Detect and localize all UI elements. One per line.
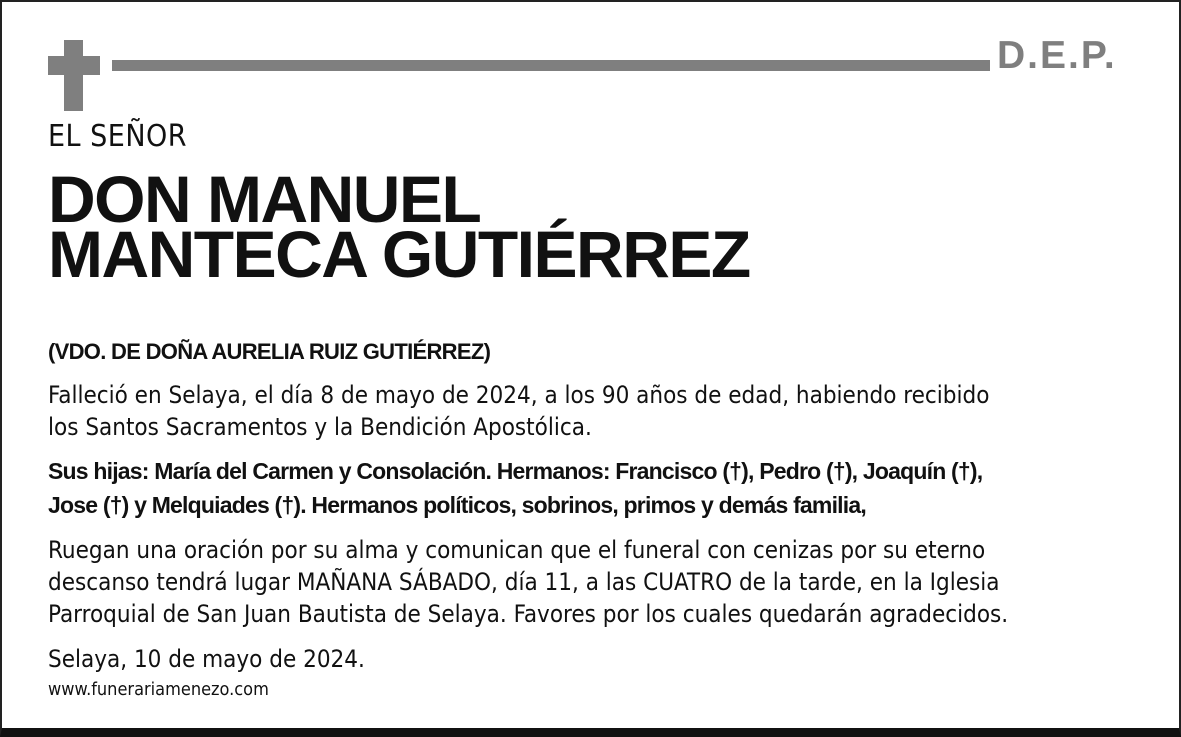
deceased-name xyxy=(48,162,750,291)
family-paragraph xyxy=(48,454,982,522)
deceased-name-line-1: DON MANUEL xyxy=(48,162,481,236)
cross-icon xyxy=(64,40,83,111)
dep-label: D.E.P. xyxy=(997,34,1117,77)
place-date: Selaya, 10 de mayo de 2024. xyxy=(48,645,365,673)
funeral-line-2: descanso tendrá lugar MAÑANA SÁBADO, día 11, a las CUATRO de la tarde, en la Iglesia xyxy=(48,568,1000,596)
funeral-paragraph xyxy=(48,534,1008,630)
family-line-1: Sus hijas: María del Carmen y Consolación. Hermanos: Francisco (†), Pedro (†), Joaquín (†), xyxy=(48,458,983,484)
death-notice-paragraph xyxy=(48,379,989,443)
death-notice-line-2: los Santos Sacramentos y la Bendición Apostólica. xyxy=(48,413,592,441)
website-url: www.funerariamenezo.com xyxy=(48,679,269,700)
family-line-2: Jose (†) y Melquiades (†). Hermanos políticos, sobrinos, primos y demás familia, xyxy=(48,492,866,518)
cross-icon-bar xyxy=(48,56,100,75)
funeral-line-1: Ruegan una oración por su alma y comunican que el funeral con cenizas por su eterno xyxy=(48,536,986,564)
widow-of-line: (VDO. DE DOÑA AURELIA RUIZ GUTIÉRREZ) xyxy=(48,339,491,364)
honorific-label: EL SEÑOR xyxy=(48,119,188,154)
header-rule xyxy=(112,60,990,71)
death-notice-line-1: Falleció en Selaya, el día 8 de mayo de 2024, a los 90 años de edad, habiendo recibido xyxy=(48,381,990,409)
deceased-name-line-2: MANTECA GUTIÉRREZ xyxy=(48,217,750,291)
funeral-line-3: Parroquial de San Juan Bautista de Selaya. Favores por los cuales quedarán agradecidos. xyxy=(48,600,1009,628)
